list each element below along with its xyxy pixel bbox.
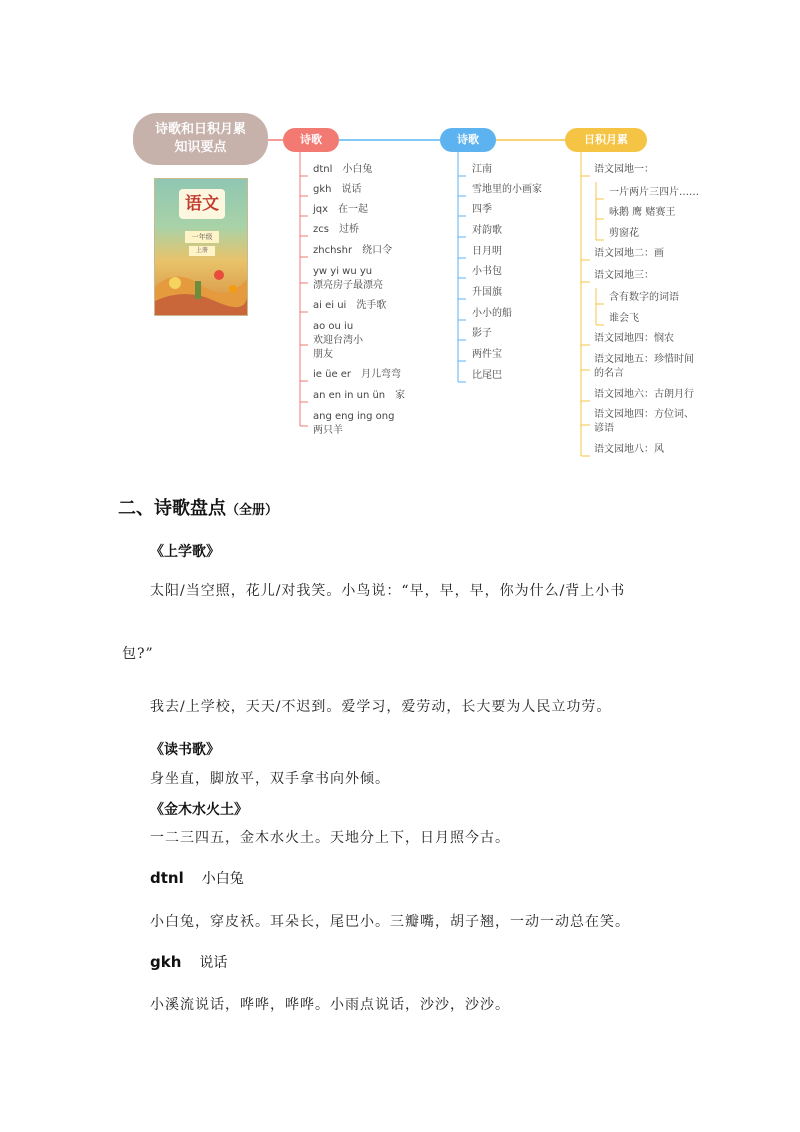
section-heading bbox=[118, 494, 278, 520]
poem-shangxuege-line3: 我去/上学校，天天/不迟到。爱学习，爱劳动，长大要为人民立功劳。 bbox=[150, 699, 612, 715]
branch1-item-2: gkh 说话 bbox=[313, 184, 362, 195]
root-line1: 诗歌和日积月累 bbox=[154, 122, 246, 137]
root-line2: 知识要点 bbox=[174, 140, 227, 155]
branch3-item-5: 语文园地二：画 bbox=[594, 248, 664, 259]
branch1-item-1: dtnl 小白兔 bbox=[313, 164, 373, 175]
branch2-item-5: 日月明 bbox=[472, 246, 502, 257]
branch1-label: 诗歌 bbox=[283, 128, 339, 152]
branch1-item-7: ai ei ui 洗手歌 bbox=[313, 300, 387, 311]
branch3-item-12: 语文园地六：古朗月行 bbox=[594, 389, 694, 400]
branch1-item-3: jqx 在一起 bbox=[313, 204, 369, 215]
poem-shuohua-line1: 小溪流说话，哗哗，哗哗。小雨点说话，沙沙，沙沙。 bbox=[150, 997, 510, 1013]
branch2-item-9: 影子 bbox=[472, 328, 492, 339]
book-illustration bbox=[155, 257, 247, 315]
poem-jinmushuihuotu-line1: 一二三四五，金木水火土。天地分上下，日月照今古。 bbox=[150, 830, 510, 846]
branch3-item-13: 语文园地四：方位词、 bbox=[594, 409, 694, 420]
branch3-item-4: 剪窗花 bbox=[609, 228, 639, 239]
branch3-item-8: 谁会飞 bbox=[609, 313, 639, 324]
branch1-item-6: yw yi wu yu 漂亮房子最漂亮 bbox=[313, 266, 383, 291]
branch3-item-11: 的名言 bbox=[594, 368, 624, 379]
branch2-item-11: 比尾巴 bbox=[472, 370, 502, 381]
branch2-item-2: 雪地里的小画家 bbox=[472, 184, 542, 195]
poem-title-jinmushuihuotu: 《金木水火土》 bbox=[150, 802, 248, 818]
textbook-cover-image bbox=[154, 178, 248, 316]
mind-map-root bbox=[133, 113, 268, 165]
poem-shangxuege-line1: 太阳/当空照，花儿/对我笑。小鸟说：“早，早，早，你为什么/背上小书 bbox=[150, 583, 626, 599]
book-grade: 一年级 bbox=[185, 231, 219, 243]
branch3-item-7: 含有数字的词语 bbox=[609, 292, 679, 303]
branch2-item-1: 江南 bbox=[472, 164, 492, 175]
branch1-item-4: zcs 过桥 bbox=[313, 224, 359, 235]
poem-title-shangxuege: 《上学歌》 bbox=[150, 544, 220, 560]
mind-map bbox=[0, 0, 800, 470]
poem-xiaobaitu-line1: 小白兔，穿皮袄。耳朵长，尾巴小。三瓣嘴，胡子翘，一动一动总在笑。 bbox=[150, 914, 630, 930]
poem-title-shuohua: gkh 说话 bbox=[150, 953, 228, 971]
branch3-item-6: 语文园地三： bbox=[594, 270, 654, 281]
branch1-item-8: ao ou iu 欢迎台湾小 朋友 bbox=[313, 321, 363, 360]
branch3-item-3: 咏鹅 鹰 赌赛王 bbox=[609, 207, 676, 218]
branch2-item-8: 小小的船 bbox=[472, 308, 512, 319]
branch2-ticks bbox=[458, 176, 466, 382]
branch3-item-9: 语文园地四：悯农 bbox=[594, 333, 674, 344]
branch3-item-15: 语文园地八：风 bbox=[594, 444, 664, 455]
branch3-item-10: 语文园地五：珍惜时间 bbox=[594, 354, 694, 365]
branch2-item-10: 两件宝 bbox=[472, 349, 502, 360]
branch1-item-5: zhchshr 绕口令 bbox=[313, 245, 393, 256]
branch3-item-1: 语文园地一： bbox=[594, 164, 654, 175]
branch3-label: 日积月累 bbox=[565, 128, 647, 152]
book-title: 语文 bbox=[179, 189, 225, 219]
poem-title-dushuge: 《读书歌》 bbox=[150, 742, 220, 758]
branch2-item-7: 升国旗 bbox=[472, 287, 502, 298]
branch2-item-4: 对韵歌 bbox=[472, 225, 502, 236]
poem-dushuge-line1: 身坐直，脚放平，双手拿书向外倾。 bbox=[150, 771, 390, 787]
branch2-item-3: 四季 bbox=[472, 204, 492, 215]
branch2-label: 诗歌 bbox=[440, 128, 496, 152]
branch1-ticks bbox=[300, 176, 308, 426]
section-note: （全册） bbox=[226, 503, 279, 518]
branch1-item-9: ie üe er 月儿弯弯 bbox=[313, 369, 402, 380]
branch3-item-2: 一片两片三四片…… bbox=[609, 187, 699, 198]
poem-title-xiaobaitu: dtnl 小白兔 bbox=[150, 869, 244, 887]
branch2-item-6: 小书包 bbox=[472, 266, 502, 277]
book-term: 上册 bbox=[189, 246, 215, 256]
poem-shangxuege-line2: 包?” bbox=[122, 646, 154, 662]
branch1-item-11: ang eng ing ong 两只羊 bbox=[313, 411, 395, 436]
section-title: 二、诗歌盘点 bbox=[118, 498, 226, 519]
branch3-item-14: 谚语 bbox=[594, 423, 614, 434]
branch1-item-10: an en in un ün 家 bbox=[313, 390, 406, 401]
